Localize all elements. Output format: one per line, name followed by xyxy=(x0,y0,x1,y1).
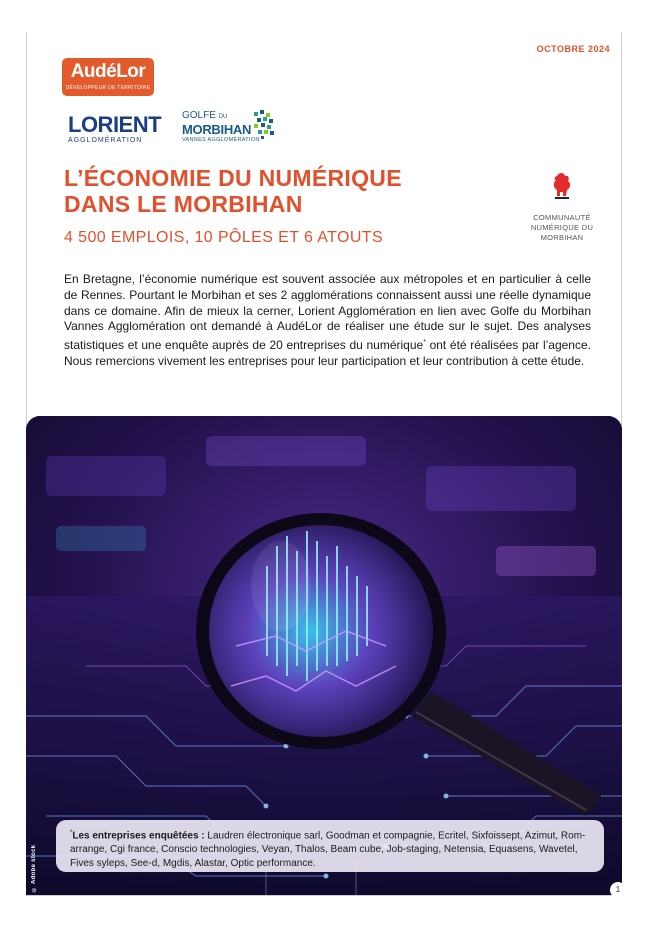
rooster-icon xyxy=(551,172,573,200)
lorient-agglomeration-logo xyxy=(68,113,168,149)
golfe-logo-du: DU xyxy=(218,114,228,120)
golfe-mosaic-icon xyxy=(252,110,276,140)
audelor-logo-name: AudéLor xyxy=(70,61,146,82)
frenchtech-caption: COMMUNAUTÉ NUMÉRIQUE DU MORBIHAN xyxy=(530,213,594,242)
page-bottom-border xyxy=(26,895,622,896)
golfe-logo-line3: VANNES AGGLOMÉRATION xyxy=(182,137,260,143)
intro-text-1: En Bretagne, l’économie numérique est souvent associée aux métropoles et en particulier à celle de Rennes. Pourtant le Morbihan et ses 2 agglomérations connaissent aussi une réelle dynamique dans ce domaine. Afin de mieux la cerner, Lorient Agglomération en lien avec Golfe du Morbihan Vannes Agglomération ont demandé à AudéLor de réaliser une étude sur le sujet. Des analyses statistiques et une enquête auprès de 20 entreprises du numérique xyxy=(64,272,591,353)
document-subtitle: 4 500 EMPLOIS, 10 PÔLES ET 6 ATOUTS xyxy=(64,229,384,246)
note-label: Les entreprises enquêtées : xyxy=(72,830,205,842)
surveyed-companies-note xyxy=(56,820,604,872)
page-number: 1 xyxy=(610,882,626,898)
golfe-logo-line1: GOLFE xyxy=(182,110,216,121)
intro-paragraph xyxy=(64,272,591,370)
golfe-morbihan-logo xyxy=(182,110,282,154)
intro-footnote-mark: * xyxy=(423,339,426,347)
title-line-1: L’ÉCONOMIE DU NUMÉRIQUE xyxy=(64,165,402,191)
title-line-2: DANS LE MORBIHAN xyxy=(64,191,303,217)
note-text: Laudren électronique sarl, Goodman et compagnie, Ecritel, Sixfoissept, Azimut, Rom-arrange, Cgi france, Conscio technologies, Veyan, Thalos, Beam cube, Job-staging, Netensia, Equasens, Wavetel, Fives syleps, See-d, Mgdis, Alastar, Optic performance. xyxy=(70,830,586,870)
document-title xyxy=(64,165,444,217)
lorient-logo-name: LORIENT xyxy=(68,112,162,137)
image-credit: © Adobe stock xyxy=(31,844,37,892)
note-footnote-mark: * xyxy=(70,830,73,836)
intro-text-2: ont été réalisées par l’agence. Nous remercions vivement les entreprises pour leur participation et leur contribution à cette étude. xyxy=(64,338,591,368)
golfe-logo-line2: MORBIHAN xyxy=(182,122,252,137)
lorient-logo-sub: AGGLOMÉRATION xyxy=(68,137,143,144)
publication-date: OCTOBRE 2024 xyxy=(536,44,610,54)
frenchtech-logo xyxy=(522,172,602,243)
audelor-logo xyxy=(62,58,154,96)
audelor-logo-tagline: DÉVELOPPEUR DE TERRITOIRE xyxy=(65,85,151,91)
